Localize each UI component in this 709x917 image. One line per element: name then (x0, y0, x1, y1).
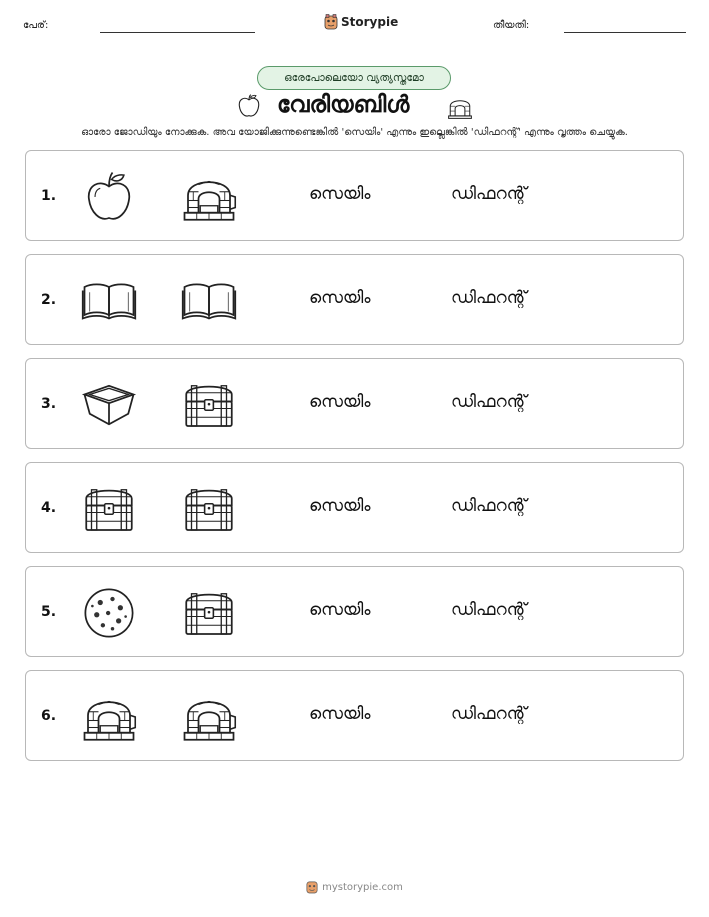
option-same[interactable]: സെയിം (309, 288, 371, 308)
question-number: 2. (41, 292, 57, 308)
question-card-3 (25, 358, 684, 449)
question-number: 5. (41, 604, 57, 620)
question-number: 3. (41, 396, 57, 412)
option-same[interactable]: സെയിം (309, 600, 371, 620)
question-card-5 (25, 566, 684, 657)
open-book-icon (181, 273, 237, 329)
option-different[interactable]: ഡിഫറന്റ് (451, 392, 527, 412)
option-different[interactable]: ഡിഫറന്റ് (451, 600, 527, 620)
brand-logo (324, 14, 398, 30)
subtitle-pill: ഒരേപോലെയോ വ്യത്യസ്തമോ (257, 66, 451, 90)
brick-oven-icon (81, 689, 137, 745)
box-tray-icon (81, 377, 137, 433)
option-different[interactable]: ഡിഫറന്റ് (451, 704, 527, 724)
question-number: 6. (41, 708, 57, 724)
footer-url[interactable]: mystorypie.com (322, 881, 403, 893)
date-label: തീയതി: (493, 20, 530, 31)
question-card-4 (25, 462, 684, 553)
question-card-6 (25, 670, 684, 761)
treasure-chest-icon (181, 377, 237, 433)
cookie-icon (81, 585, 137, 641)
page-title: വേരിയബിൾ (277, 92, 410, 118)
option-same[interactable]: സെയിം (309, 496, 371, 516)
treasure-chest-icon (181, 585, 237, 641)
date-line[interactable] (564, 32, 686, 33)
apple-icon (81, 169, 137, 225)
question-number: 1. (41, 188, 57, 204)
footer (0, 880, 709, 894)
apple-icon (235, 92, 263, 124)
storypie-mascot-icon (306, 880, 318, 894)
brick-oven-icon (181, 169, 237, 225)
brand-name: Storypie (341, 15, 399, 29)
brick-oven-icon (181, 689, 237, 745)
brick-oven-icon (444, 94, 476, 124)
storypie-mascot-icon (324, 14, 338, 30)
name-line[interactable] (100, 32, 255, 33)
question-number: 4. (41, 500, 57, 516)
question-card-1 (25, 150, 684, 241)
option-same[interactable]: സെയിം (309, 184, 371, 204)
name-label: പേര്: (23, 20, 49, 31)
treasure-chest-icon (181, 481, 237, 537)
option-same[interactable]: സെയിം (309, 704, 371, 724)
open-book-icon (81, 273, 137, 329)
treasure-chest-icon (81, 481, 137, 537)
option-same[interactable]: സെയിം (309, 392, 371, 412)
option-different[interactable]: ഡിഫറന്റ് (451, 496, 527, 516)
question-card-2 (25, 254, 684, 345)
option-different[interactable]: ഡിഫറന്റ് (451, 288, 527, 308)
option-different[interactable]: ഡിഫറന്റ് (451, 184, 527, 204)
instructions: ഓരോ ജോഡിയും നോക്കുക. അവ യോജിക്കുന്നുണ്ടെങ്കിൽ 'സെയിം' എന്നും ഇല്ലെങ്കിൽ 'ഡിഫറന്റ്' എന്നും വൃത്തം ചെയ്യുക. (81, 127, 628, 138)
